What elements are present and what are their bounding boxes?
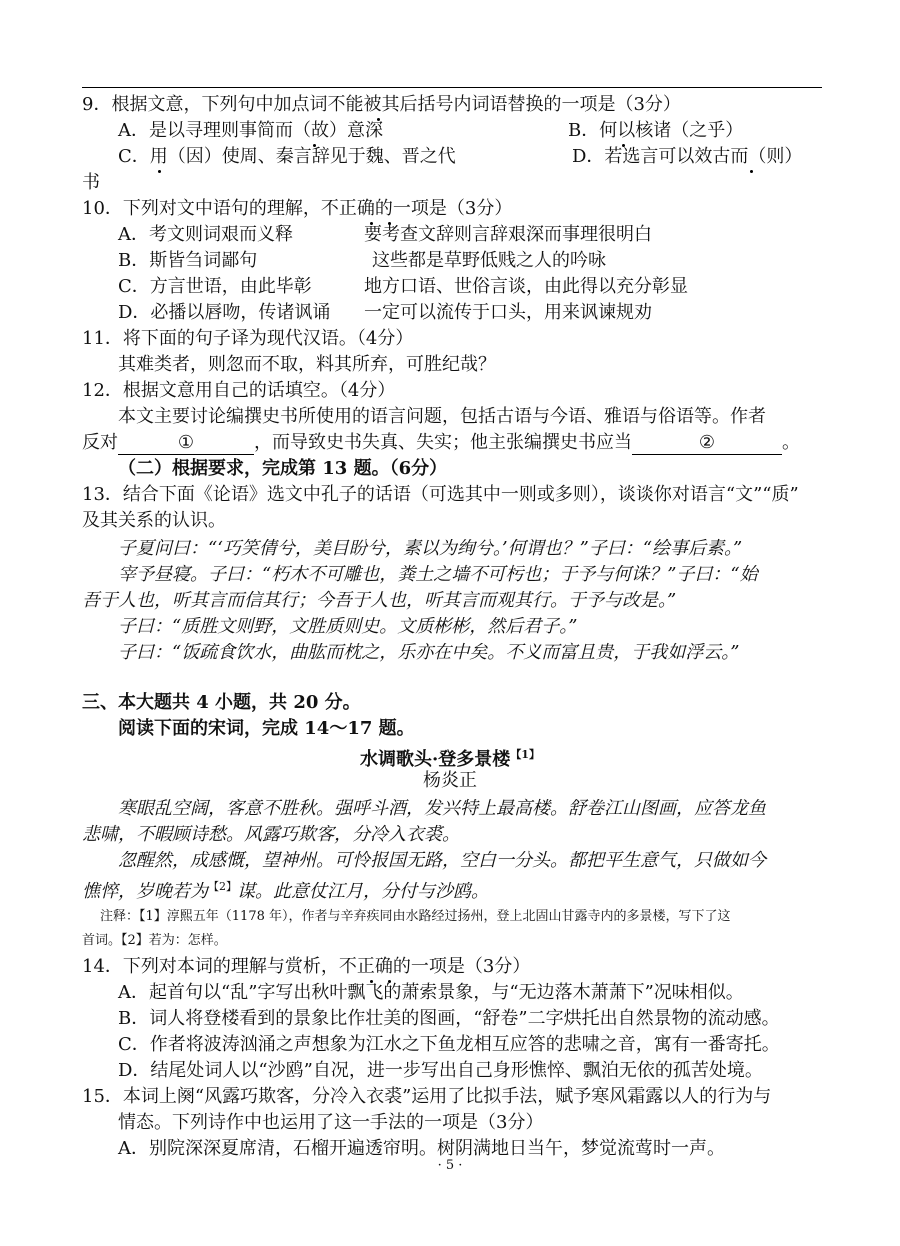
poem-author: 杨炎正 <box>423 770 477 791</box>
q14-option-c: C．作者将波涛汹涌之声想象为江水之下鱼龙相互应答的悲啸之音，寓有一番寄托。 <box>118 1034 780 1055</box>
q9-stem: 9．根据文意，下列句中加点词不能被其后括号内词语替换的一项是（3分） <box>82 94 681 115</box>
poem-stanza2-line2 <box>82 874 489 905</box>
poem-stanza1-line2: 悲啸，不暇顾诗愁。风露巧欺客，分冷入衣裘。 <box>82 824 460 845</box>
emphasis-dot <box>750 170 753 173</box>
q15-stem-line2: 情态。下列诗作中也运用了这一手法的一项是（3分） <box>118 1112 544 1133</box>
section2-title: （二）根据要求，完成第 13 题。（6分） <box>118 458 448 479</box>
q9-option-b: B．何以核诸（之乎） <box>568 120 744 141</box>
poem-title-mark: 【1】 <box>510 748 540 761</box>
section3-intro: 阅读下面的宋词，完成 14～17 题。 <box>118 718 415 739</box>
q9-option-c: C．用（因）使周、秦言辞见于魏、晋之代 <box>118 146 456 167</box>
poem-stanza2-text-a: 憔悴，岁晚若为 <box>82 881 208 902</box>
poem-note-mark: 【2】 <box>208 880 237 893</box>
q12-paragraph-line2 <box>82 430 800 456</box>
q13-stem-line2: 及其关系的认识。 <box>82 510 226 531</box>
q10-option-a-explanation: 要考查文辞则言辞艰深而事理很明白 <box>364 224 652 245</box>
lunyu-passage-2b: 吾于人也，听其言而信其行；今吾于人也，听其言而观其行。于予与改是。” <box>82 590 677 611</box>
q9-option-d: D．若选言可以效古而（则） <box>572 146 803 167</box>
q14-option-d: D．结尾处词人以“沙鸥”自况，进一步写出自己身形憔悴、飘泊无依的孤苦处境。 <box>118 1060 763 1081</box>
q13-stem-line1: 13．结合下面《论语》选文中孔子的话语（可选其中一则或多则），谈谈你对语言“文”“质” <box>82 484 799 505</box>
q10-option-a: A．考文则词艰而义释 <box>118 224 293 245</box>
fill-blank-2: ② <box>632 432 782 455</box>
poem-note-line1: 注释：【1】淳熙五年（1178 年），作者与辛弃疾同由水路经过扬州，登上北固山甘露寺内的多景楼，写下了这 <box>100 909 731 924</box>
q12-text-c: 。 <box>782 432 800 453</box>
q10-option-b: B．斯皆刍词鄙句 <box>118 250 258 271</box>
section3-title: 三、本大题共 4 小题，共 20 分。 <box>82 692 361 713</box>
q12-paragraph-line1: 本文主要讨论编撰史书所使用的语言问题，包括古语与今语、雅语与俗语等。作者 <box>118 406 766 427</box>
emphasis-dot <box>158 170 161 173</box>
lunyu-passage-3: 子曰：“质胜文则野，文胜质则史。文质彬彬，然后君子。” <box>118 616 578 637</box>
q10-option-c: C．方言世语，由此毕彰 <box>118 276 312 297</box>
q12-text-a: 反对 <box>82 432 118 453</box>
fill-blank-1: ① <box>118 432 254 455</box>
q10-option-d-explanation: 一定可以流传于口头，用来讽谏规劝 <box>364 302 652 323</box>
q10-stem: 10．下列对文中语句的理解，不正确的一项是（3分） <box>82 198 513 219</box>
q9-option-d-continued: 书 <box>82 172 100 193</box>
q12-text-b: ，而导致史书失真、失实；他主张编撰史书应当 <box>254 432 632 453</box>
q10-option-b-explanation: 这些都是草野低贱之人的吟咏 <box>372 250 606 271</box>
lunyu-passage-1: 子夏问曰：“‘巧笑倩兮，美目盼兮，素以为绚兮。’何谓也？”子曰：“绘事后素。” <box>118 538 743 559</box>
poem-stanza1-line1: 寒眼乱空阔，客意不胜秋。强呼斗酒，发兴特上最高楼。舒卷江山图画，应答龙鱼 <box>118 798 766 819</box>
q11-sentence: 其难类者，则忽而不取，料其所弃，可胜纪哉？ <box>118 354 496 375</box>
poem-stanza2-line1: 忽醒然，成感慨，望神州。可怜报国无路，空白一分头。都把平生意气，只做如今 <box>118 850 766 871</box>
q10-option-d: D．必播以唇吻，传诸讽诵 <box>118 302 331 323</box>
lunyu-passage-2a: 宰予昼寝。子曰：“朽木不可雕也，粪土之墙不可杇也；于予与何诛？”子曰：“始 <box>118 564 758 585</box>
q14-option-b: B．词人将登楼看到的景象比作壮美的图画，“舒卷”二字烘托出自然景物的流动感。 <box>118 1008 780 1029</box>
q10-option-c-explanation: 地方口语、世俗言谈，由此得以充分彰显 <box>364 276 688 297</box>
q11-stem: 11．将下面的句子译为现代汉语。（4分） <box>82 328 414 349</box>
q12-stem: 12．根据文意用自己的话填空。（4分） <box>82 380 396 401</box>
q14-stem: 14．下列对本词的理解与赏析，不正确的一项是（3分） <box>82 956 531 977</box>
poem-note-line2: 首词。【2】若为：怎样。 <box>82 933 227 948</box>
page-number: · 5 · <box>437 1158 463 1173</box>
q15-option-a: A．别院深深夏席清，石榴开遍透帘明。树阴满地日当午，梦觉流莺时一声。 <box>118 1138 725 1159</box>
q9-option-a: A．是以寻理则事简而（故）意深 <box>118 120 383 141</box>
poem-stanza2-text-b: 谋。此意仗江月，分付与沙鸥。 <box>237 881 489 902</box>
q14-option-a: A．起首句以“乱”字写出秋叶飘飞的萧索景象，与“无边落木萧萧下”况味相似。 <box>118 982 744 1003</box>
lunyu-passage-4: 子曰：“饭疏食饮水，曲肱而枕之，乐亦在中矣。不义而富且贵，于我如浮云。” <box>118 642 740 663</box>
top-rule <box>82 87 822 88</box>
q15-stem-line1: 15．本词上阕“风露巧欺客，分冷入衣裘”运用了比拟手法，赋予寒风霜露以人的行为与 <box>82 1086 772 1107</box>
poem-title-text: 水调歌头·登多景楼 <box>360 749 511 770</box>
